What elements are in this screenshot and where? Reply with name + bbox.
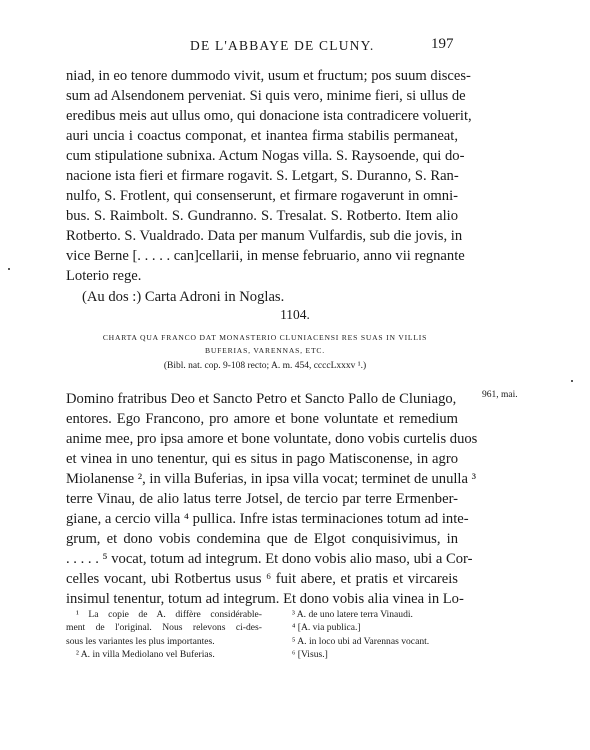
page-number: 197	[431, 36, 454, 52]
text-line: eredibus meis aut ullus omo, qui donacione ista contradicere voluerit,	[66, 108, 472, 124]
footnote-line: ⁶ [Visus.]	[292, 648, 328, 660]
footnote-line: ⁵ A. in loco ubi ad Varennas vocant.	[292, 635, 430, 647]
text-line: celles vocant, ubi Rotbertus usus ⁶ fuit abere, et pratis et vircareis	[66, 571, 458, 587]
text-line: bus. S. Raimbolt. S. Gundranno. S. Tresalat. S. Rotberto. Item alio	[66, 208, 458, 224]
footnote-line: ² A. in villa Mediolano vel Buferias.	[76, 648, 215, 660]
text-line: nacione ista fieri et firmare rogavit. S. Letgart, S. Duranno, S. Ran-	[66, 168, 459, 184]
charter-number: 1104.	[280, 307, 310, 322]
text-line: Miolanense ², in villa Buferias, in ipsa villa vocat; terminet de unulla ³	[66, 471, 476, 487]
text-line: Rotberto. S. Vualdrado. Data per manum Vulfardis, sub die jovis, in	[66, 228, 463, 244]
footnote-line: ment de l'original. Nous relevons ci-des-	[66, 622, 262, 634]
margin-speck	[8, 268, 10, 270]
text-line: nulfo, S. Frotlent, qui consenserunt, et firmare rogaverunt in omni-	[66, 188, 458, 204]
footnote-line: ¹ La copie de A. diffère considérable-	[76, 609, 262, 620]
dorsal-note: (Au dos :) Carta Adroni in Noglas.	[82, 289, 285, 305]
margin-date: 961, mai.	[482, 390, 518, 400]
charter-source: (Bibl. nat. cop. 9-108 recto; A. m. 454, ccccLxxxv ¹.)	[163, 361, 367, 371]
text-line: anime mee, pro ipsa amore et bone voluntate, dono vobis curtelis duos	[66, 431, 478, 447]
text-line: . . . . . ⁵ vocat, totum ad integrum. Et dono vobis alio maso, ubi a Cor-	[66, 551, 473, 567]
charter-title-line-2: BUFERIAS, VARENNAS, ETC.	[205, 346, 325, 355]
running-head	[0, 38, 590, 58]
text-line: terre Vinau, de alio latus terre Jotsel, de tercio par terre Ermenber-	[66, 491, 458, 507]
footnotes-left-column	[66, 608, 266, 661]
text-line: Domino fratribus Deo et Sancto Petro et Sancto Pallo de Cluniago,	[66, 391, 457, 407]
text-line: grum, et dono vobis condemina que de Elgot conquisivimus, in	[66, 531, 458, 547]
text-line: auri uncia i coactus componat, et inantea firma stabilis permaneat,	[66, 128, 458, 144]
footnotes-right-column	[292, 608, 462, 661]
text-line: cum stipulatione subnixa. Actum Nogas villa. S. Raysoende, qui do-	[66, 148, 465, 164]
charter-title-line-1: CHARTA QUA FRANCO DAT MONASTERIO CLUNIACENSI RES SUAS IN VILLIS	[102, 333, 428, 342]
text-line: et vinea in uno tenentur, qui es situs in pago Matisconense, in agro	[66, 451, 458, 467]
footnote-line: sous les variantes les plus importantes.	[66, 635, 215, 647]
text-line: sum ad Alsendonem perveniat. Si quis vero, minime fieri, si ullus de	[66, 88, 466, 104]
footnote-line: ³ A. de uno latere terra Vinaudi.	[292, 609, 413, 620]
text-line: giane, a cercio villa ⁴ pullica. Infre istas terminaciones totum ad inte-	[66, 511, 469, 527]
text-line: niad, in eo tenore dummodo vivit, usum et fructum; pos suum disces-	[66, 68, 471, 84]
text-line: entores. Ego Francono, pro amore et bone voluntate et remedium	[66, 411, 458, 427]
text-line: vice Berne [. . . . . can]cellarii, in mense februario, anno vii regnante	[66, 248, 465, 264]
text-line: Loterio rege.	[66, 268, 142, 284]
margin-speck	[571, 380, 573, 382]
running-head-title: DE L'ABBAYE DE CLUNY.	[190, 38, 375, 53]
footnote-line: ⁴ [A. via publica.]	[292, 622, 361, 634]
text-line: insimul tenentur, totum ad integrum. Et dono vobis alia vinea in Lo-	[66, 591, 464, 607]
